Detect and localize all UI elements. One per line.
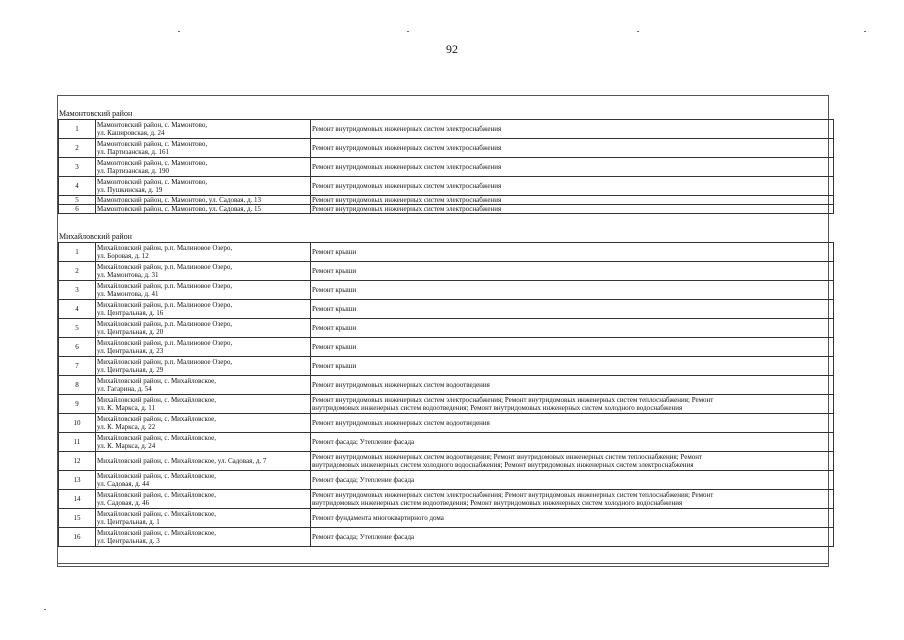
- row-number: 4: [59, 300, 96, 319]
- work-type-line: Ремонт внутридомовых инженерных систем электроснабжения: [312, 144, 502, 152]
- work-type-cell: [311, 262, 834, 281]
- work-type-line: Ремонт крыши: [312, 286, 357, 294]
- table-row: [59, 300, 834, 319]
- address-line: ул. Партизанская, д. 161: [97, 148, 169, 156]
- address-line: Михайловский район, с. Михайловское, ул. Садовая, д. 7: [97, 457, 267, 465]
- address-line: ул. Центральная, д. 29: [97, 366, 164, 374]
- table-row: [59, 490, 834, 509]
- row-number: 16: [59, 528, 96, 547]
- scan-speck: [178, 31, 180, 32]
- address-cell: [96, 338, 311, 357]
- address-cell: [96, 319, 311, 338]
- work-type-cell: [311, 196, 834, 205]
- scan-speck: [407, 31, 409, 32]
- work-type-line: Ремонт внутридомовых инженерных систем электроснабжения: [312, 163, 502, 171]
- address-line: Михайловский район, р.п. Малиновое Озеро,: [97, 282, 233, 290]
- address-line: ул. Гагарина, д. 54: [97, 385, 152, 393]
- work-type-line: Ремонт фундамента многоквартирного дома: [312, 514, 444, 522]
- address-cell: [96, 300, 311, 319]
- address-line: Михайловский район, р.п. Малиновое Озеро,: [97, 320, 233, 328]
- address-cell: [96, 139, 311, 158]
- address-line: Мамонтовский район, с. Мамонтово,: [97, 140, 208, 148]
- address-line: Михайловский район, р.п. Малиновое Озеро,: [97, 358, 233, 366]
- table-row: [59, 433, 834, 452]
- address-line: Михайловский район, с. Михайловское,: [97, 415, 217, 423]
- table-row: [59, 205, 834, 214]
- table-row: [59, 414, 834, 433]
- section-title: Михайловский район: [59, 232, 132, 241]
- row-number: 8: [59, 376, 96, 395]
- work-type-line: Ремонт внутридомовых инженерных систем электроснабжения: [312, 182, 502, 190]
- work-type-line: Ремонт крыши: [312, 267, 357, 275]
- scan-speck: [44, 609, 46, 610]
- address-line: Михайловский район, р.п. Малиновое Озеро,: [97, 339, 233, 347]
- section-title: Мамонтовский район: [59, 109, 133, 118]
- address-line: ул. Центральная, д. 16: [97, 309, 164, 317]
- work-type-cell: [311, 205, 834, 214]
- table-bottom-rule: [58, 563, 829, 564]
- work-type-line: Ремонт крыши: [312, 305, 357, 313]
- address-line: ул. Партизанская, д. 190: [97, 167, 169, 175]
- work-type-cell: [311, 139, 834, 158]
- work-type-cell: [311, 158, 834, 177]
- page-number: 92: [446, 42, 458, 56]
- address-cell: [96, 376, 311, 395]
- work-type-cell: [311, 376, 834, 395]
- address-cell: [96, 414, 311, 433]
- work-type-line: Ремонт внутридомовых инженерных систем электроснабжения: [312, 125, 502, 133]
- table-row: [59, 281, 834, 300]
- row-number: 12: [59, 452, 96, 471]
- address-line: Михайловский район, с. Михайловское,: [97, 510, 217, 518]
- table-row: [59, 196, 834, 205]
- section-table: [58, 242, 834, 547]
- table-row: [59, 319, 834, 338]
- table-row: [59, 139, 834, 158]
- table-row: [59, 395, 834, 414]
- table-row: [59, 262, 834, 281]
- address-line: Мамонтовский район, с. Мамонтово, ул. Садовая, д. 15: [97, 205, 262, 213]
- address-line: Мамонтовский район, с. Мамонтово,: [97, 159, 208, 167]
- row-number: 3: [59, 281, 96, 300]
- address-cell: [96, 433, 311, 452]
- address-line: Мамонтовский район, с. Мамонтово,: [97, 178, 208, 186]
- row-number: 13: [59, 471, 96, 490]
- address-cell: [96, 357, 311, 376]
- row-number: 14: [59, 490, 96, 509]
- table-row: [59, 120, 834, 139]
- work-type-cell: [311, 528, 834, 547]
- address-cell: [96, 158, 311, 177]
- address-line: Михайловский район, с. Михайловское,: [97, 529, 217, 537]
- work-type-line: Ремонт внутридомовых инженерных систем водоотведения: [312, 419, 490, 427]
- scan-speck: [637, 31, 639, 32]
- table-row: [59, 158, 834, 177]
- address-cell: [96, 452, 311, 471]
- row-number: 5: [59, 196, 96, 205]
- address-line: ул. Центральная, д. 23: [97, 347, 164, 355]
- address-cell: [96, 471, 311, 490]
- work-type-line: Ремонт внутридомовых инженерных систем электроснабжения; Ремонт внутридомовых инженерных систем теплоснабжения; Ремонт: [312, 396, 714, 404]
- work-type-cell: [311, 452, 834, 471]
- work-type-line: Ремонт внутридомовых инженерных систем водоотведения; Ремонт внутридомовых инженерных систем теплоснабжения; Ремонт: [312, 453, 703, 461]
- table-row: [59, 177, 834, 196]
- address-cell: [96, 196, 311, 205]
- row-number: 7: [59, 357, 96, 376]
- work-type-cell: [311, 120, 834, 139]
- address-cell: [96, 243, 311, 262]
- address-cell: [96, 395, 311, 414]
- work-type-line: Ремонт внутридомовых инженерных систем электроснабжения; Ремонт внутридомовых инженерных систем теплоснабжения; Ремонт: [312, 491, 714, 499]
- section-table: [58, 119, 834, 214]
- address-line: Михайловский район, с. Михайловское,: [97, 377, 217, 385]
- row-number: 5: [59, 319, 96, 338]
- address-line: ул. Мамонтова, д. 41: [97, 290, 159, 298]
- address-cell: [96, 528, 311, 547]
- address-line: Михайловский район, р.п. Малиновое Озеро,: [97, 263, 233, 271]
- address-line: ул. Центральная, д. 3: [97, 537, 160, 545]
- address-line: ул. Центральная, д. 1: [97, 518, 160, 526]
- address-line: ул. Садовая, д. 46: [97, 499, 150, 507]
- work-type-cell: [311, 433, 834, 452]
- address-cell: [96, 205, 311, 214]
- row-number: 3: [59, 158, 96, 177]
- row-number: 4: [59, 177, 96, 196]
- row-number: 6: [59, 338, 96, 357]
- row-number: 9: [59, 395, 96, 414]
- row-number: 1: [59, 243, 96, 262]
- row-number: 15: [59, 509, 96, 528]
- address-line: ул. Кашировская, д. 24: [97, 129, 165, 137]
- document-sheet: [57, 95, 829, 567]
- address-line: ул. Центральная, д. 20: [97, 328, 164, 336]
- work-type-line: внутридомовых инженерных систем водоотведения; Ремонт внутридомовых инженерных систем холодного водоснабжения: [312, 404, 683, 412]
- address-cell: [96, 509, 311, 528]
- work-type-cell: [311, 177, 834, 196]
- address-line: Михайловский район, с. Михайловское,: [97, 434, 217, 442]
- address-cell: [96, 177, 311, 196]
- work-type-cell: [311, 243, 834, 262]
- work-type-line: Ремонт фасада; Утепление фасада: [312, 533, 415, 541]
- address-line: Михайловский район, р.п. Малиновое Озеро,: [97, 244, 233, 252]
- row-number: 11: [59, 433, 96, 452]
- row-number: 2: [59, 262, 96, 281]
- work-type-cell: [311, 281, 834, 300]
- address-line: Мамонтовский район, с. Мамонтово, ул. Садовая, д. 13: [97, 196, 262, 204]
- address-line: ул. К. Маркса, д. 22: [97, 423, 156, 431]
- work-type-cell: [311, 509, 834, 528]
- address-line: ул. К. Маркса, д. 11: [97, 404, 156, 412]
- address-line: Михайловский район, р.п. Малиновое Озеро,: [97, 301, 233, 309]
- address-line: ул. Пушкинская, д. 19: [97, 186, 163, 194]
- work-type-line: Ремонт крыши: [312, 343, 357, 351]
- table-row: [59, 471, 834, 490]
- work-type-cell: [311, 490, 834, 509]
- row-number: 10: [59, 414, 96, 433]
- address-line: ул. Боровая, д. 12: [97, 252, 149, 260]
- work-type-line: внутридомовых инженерных систем холодного водоснабжения; Ремонт внутридомовых инженерных систем электроснабжения: [312, 461, 694, 469]
- address-line: Михайловский район, с. Михайловское,: [97, 491, 217, 499]
- row-number: 2: [59, 139, 96, 158]
- row-number: 1: [59, 120, 96, 139]
- address-line: Михайловский район, с. Михайловское,: [97, 396, 217, 404]
- table-row: [59, 452, 834, 471]
- work-type-cell: [311, 414, 834, 433]
- scan-speck: [864, 31, 866, 32]
- work-type-line: внутридомовых инженерных систем водоотведения; Ремонт внутридомовых инженерных систем холодного водоснабжения: [312, 499, 683, 507]
- table-row: [59, 528, 834, 547]
- work-type-line: Ремонт фасада; Утепление фасада: [312, 438, 415, 446]
- work-type-line: Ремонт крыши: [312, 248, 357, 256]
- table-row: [59, 509, 834, 528]
- table-row: [59, 376, 834, 395]
- table-row: [59, 357, 834, 376]
- address-line: ул. Садовая, д. 44: [97, 480, 150, 488]
- address-line: ул. Мамонтова, д. 31: [97, 271, 159, 279]
- address-line: Мамонтовский район, с. Мамонтово,: [97, 121, 208, 129]
- work-type-line: Ремонт фасада; Утепление фасада: [312, 476, 415, 484]
- work-type-line: Ремонт крыши: [312, 362, 357, 370]
- address-cell: [96, 490, 311, 509]
- address-cell: [96, 262, 311, 281]
- address-line: ул. К. Маркса, д. 24: [97, 442, 156, 450]
- table-row: [59, 243, 834, 262]
- address-cell: [96, 120, 311, 139]
- work-type-line: Ремонт внутридомовых инженерных систем водоотведения: [312, 381, 490, 389]
- work-type-line: Ремонт внутридомовых инженерных систем электроснабжения: [312, 205, 502, 213]
- work-type-cell: [311, 395, 834, 414]
- work-type-cell: [311, 300, 834, 319]
- work-type-cell: [311, 471, 834, 490]
- work-type-cell: [311, 319, 834, 338]
- work-type-line: Ремонт внутридомовых инженерных систем электроснабжения: [312, 196, 502, 204]
- work-type-line: Ремонт крыши: [312, 324, 357, 332]
- row-number: 6: [59, 205, 96, 214]
- work-type-cell: [311, 357, 834, 376]
- table-row: [59, 338, 834, 357]
- work-type-cell: [311, 338, 834, 357]
- address-cell: [96, 281, 311, 300]
- address-line: Михайловский район, с. Михайловское,: [97, 472, 217, 480]
